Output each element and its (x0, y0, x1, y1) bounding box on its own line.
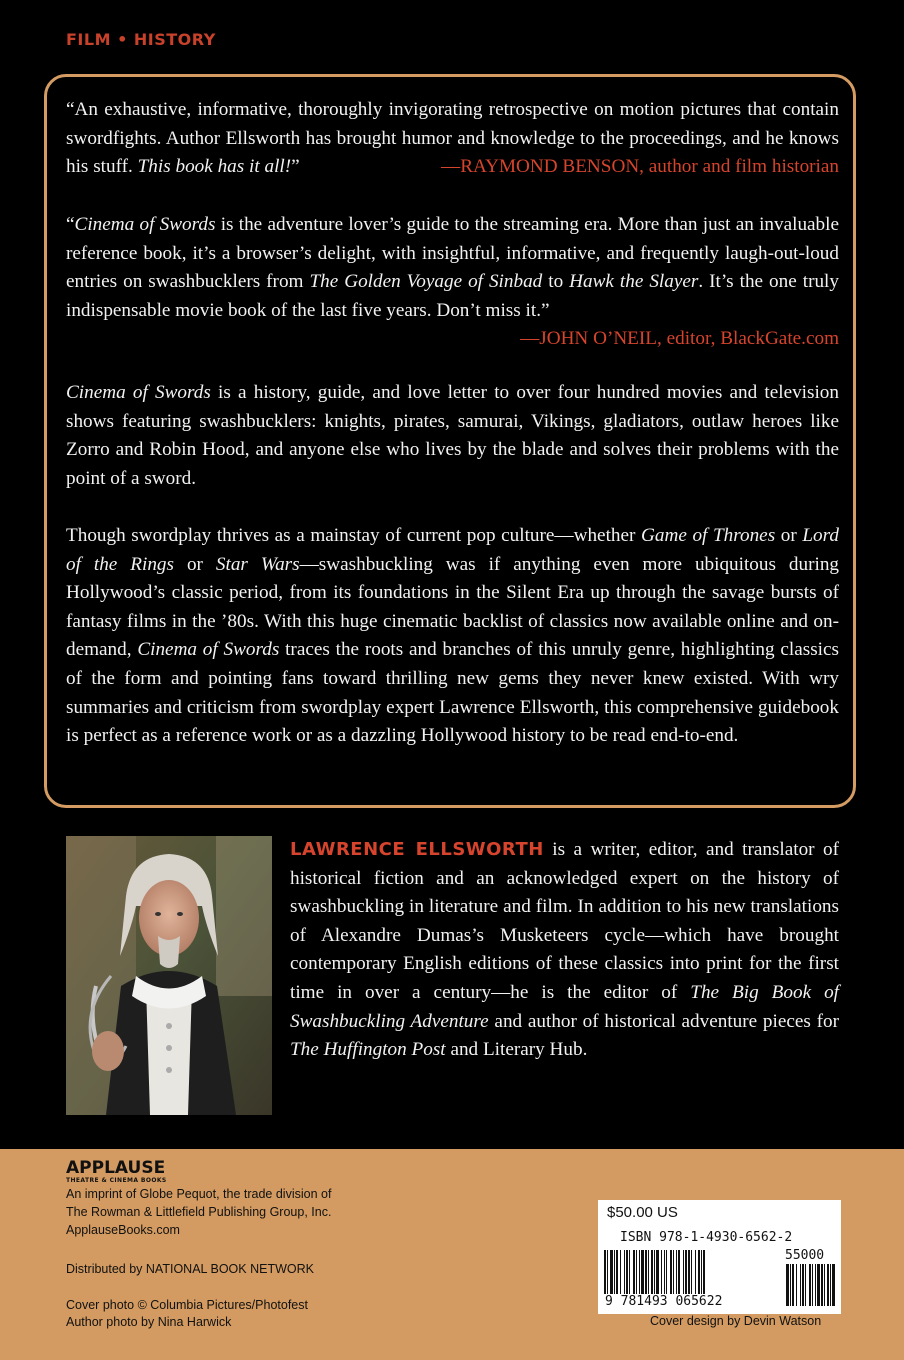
description-paragraph-1: Cinema of Swords is a history, guide, and love letter to over four hundred movies and television shows featuring swashbucklers: knights, pirates, samurai, Vikings, gladiators, outlaw heroes like Zorro and Robin Hood, and anyone else who lives by the blade and solves their problems with the point of a sword. (66, 382, 839, 489)
quote-benson: “An exhaustive, informative, thoroughly invigorating retrospective on motion pictures that contain swordfights. Author Ellsworth has brought humor and knowledge to the proceedings, and he knows his stuff. This book has it all!” (66, 99, 839, 178)
publisher-website: ApplauseBooks.com (66, 1223, 180, 1237)
author-name: LAWRENCE ELLSWORTH (290, 839, 544, 860)
addon-bar (824, 1264, 825, 1306)
addon-bar (802, 1264, 804, 1306)
author-photo-credit: Author photo by Nina Harwick (66, 1315, 232, 1329)
cover-photo-credit: Cover photo © Columbia Pictures/Photofest (66, 1298, 308, 1312)
imprint-line-2: The Rowman & Littlefield Publishing Group, Inc. (66, 1205, 332, 1219)
publisher-band (0, 1149, 904, 1360)
addon-bar (821, 1264, 823, 1306)
addon-bar (809, 1264, 811, 1306)
price: $50.00 US (607, 1204, 678, 1221)
addon-bar (832, 1264, 835, 1306)
quote-oneil: “Cinema of Swords is the adventure lover’s guide to the streaming era. More than just an invaluable reference book, it’s a browser’s delight, with insightful, informative, and frequently laugh-out-loud entries on swashbucklers from The Golden Voyage of Sinbad to Hawk the Slayer. It’s the one truly indispensable movie book of the last five years. Don’t miss it.” (66, 214, 839, 321)
category-label: FILM • HISTORY (66, 30, 216, 49)
cover-design-credit: Cover design by Devin Watson (650, 1314, 822, 1328)
quote-benson-attribution: —RAYMOND BENSON, author and film historian (441, 156, 839, 177)
isbn: ISBN 978-1-4930-6562-2 (620, 1230, 793, 1245)
addon-bar (830, 1264, 831, 1306)
addon-bar (790, 1264, 791, 1306)
addon-bar (786, 1264, 789, 1306)
barcode-number: 9 781493 065622 (605, 1294, 723, 1309)
addon-bar (805, 1264, 806, 1306)
quote-oneil-attribution: —JOHN O’NEIL, editor, BlackGate.com (520, 328, 839, 349)
barcode-label (598, 1200, 841, 1314)
addon-bar (792, 1264, 794, 1306)
description-paragraph-2: Though swordplay thrives as a mainstay of current pop culture—whether Game of Thrones or Lord of the Rings or Star Wars—swashbuckling was if anything even more ubiquitous during Hollywood’s classic period, from its foundations in the Silent Era up through the savage bursts of fantasy films in the ’80s. With this huge cinematic backlist of classics now available online and on-demand, Cinema of Swords traces the roots and branches of this unruly genre, highlighting classics of the form and pointing fans toward thrilling new gems they never knew existed. With wry summaries and criticism from swordplay expert Lawrence Ellsworth, this comprehensive guidebook is perfect as a reference work or as a dazzling Hollywood history to be read end-to-end. (66, 525, 840, 747)
applause-logo-subtitle: THEATRE & CINEMA BOOKS (66, 1177, 167, 1184)
author-photo (66, 836, 272, 1115)
addon-bar (800, 1264, 801, 1306)
imprint-line-1: An imprint of Globe Pequot, the trade division of (66, 1187, 332, 1201)
addon-bar (796, 1264, 797, 1306)
author-bio: LAWRENCE ELLSWORTH is a writer, editor, and translator of historical fiction and an acknowledged expert on the history of swashbuckling in literature and film. In addition to his new translations of Alexandre Dumas’s Musketeers cycle—which have brought contemporary English editions of these classics into print for the first time in over a century—he is the editor of The Big Book of Swashbuckling Adventure and author of historical adventure pieces for The Huffington Post and Literary Hub. (290, 839, 839, 1061)
addon-bar (812, 1264, 813, 1306)
addon-bar (827, 1264, 829, 1306)
applause-logo: APPLAUSE (66, 1158, 166, 1178)
distributor-line: Distributed by NATIONAL BOOK NETWORK (66, 1262, 314, 1276)
price-addon-number: 55000 (785, 1248, 825, 1263)
addon-bar (817, 1264, 820, 1306)
addon-bar (815, 1264, 816, 1306)
